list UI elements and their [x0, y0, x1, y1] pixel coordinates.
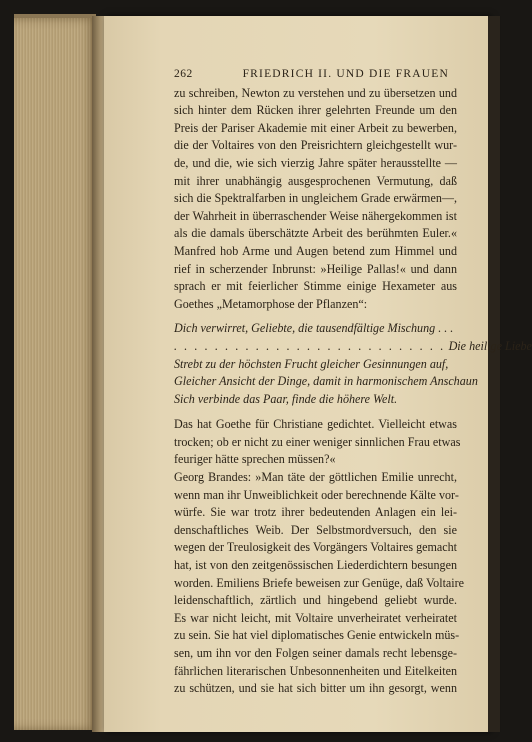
text-line: Das hat Goethe für Christiane gedichtet. Vielleicht etwas	[174, 417, 457, 432]
text-line: zu schützen, und sie hat sich bitter um ihn gesorgt, wenn	[174, 681, 457, 696]
text-line: denschaftliches Weib. Der Selbstmordversuch, den sie	[174, 522, 457, 537]
text-line: trocken; ob er nicht zu einer weniger sinnlichen Frau etwas	[174, 434, 461, 449]
text-line: Manfred hob Arme und Augen betend zum Himmel und	[174, 243, 457, 258]
poem-line: Gleicher Ansicht der Dinge, damit in harmonischem Anschaun	[174, 374, 478, 389]
text-line: die der Voltaires von den Preisrichtern gleichgestellt wur-	[174, 138, 457, 153]
text-line: feuriger hätte sprechen müssen?«	[174, 452, 336, 467]
poem-line: Sich verbinde das Paar, finde die höhere Welt.	[174, 391, 398, 406]
text-line: sen, um ihn vor den Folgen seiner damals recht lebensge-	[174, 646, 457, 660]
text-line: worden. Emiliens Briefe beweisen zur Genüge, daß Voltaire	[174, 575, 465, 590]
text-line: Es war nicht leicht, mit Voltaire unverheiratet verheiratet	[174, 610, 457, 625]
ellipsis-dots: . . . . . . . . . . . . . . . . . . . . . . . . . . .	[174, 338, 446, 353]
facing-page-edge	[488, 16, 500, 732]
text-line: fährlichen literarischen Unbesonnenheiten und Eitelkeiten	[174, 663, 457, 678]
page-text	[174, 66, 532, 698]
text-line: leidenschaftlich, zärtlich und hingebend geliebt wurde.	[174, 593, 457, 608]
text-line: hat, ist von den zeitgenössischen Liederdichtern besungen	[174, 558, 457, 573]
text-line: würfe. Sie war trotz ihrer bedeutenden Anlagen ein lei-	[174, 505, 457, 520]
text-line: Georg Brandes: »Man täte der göttlichen Emilie unrecht,	[174, 470, 457, 485]
poem-line-fragment: Die heilige Liebe	[448, 338, 532, 353]
running-header	[174, 66, 457, 84]
text-line: zu sein. Sie hat viel diplomatisches Genie entwickeln müs-	[174, 628, 460, 643]
text-line: als die damals überschätzte Arbeit des berühmten Euler.«	[174, 226, 457, 241]
text-line: wegen der Treulosigkeit des Vorgängers Voltaires gemacht	[174, 540, 458, 555]
text-line: wenn man ihr Unweiblichkeit oder berechnende Kälte vor-	[174, 487, 459, 502]
text-line: rief in scherzender Inbrunst: »Heilige Pallas!« und dann	[174, 261, 457, 276]
poem-line: Dich verwirret, Geliebte, die tausendfältige Mischung . . .	[174, 321, 454, 336]
running-title: FRIEDRICH II. UND DIE FRAUEN	[242, 68, 449, 80]
text-line: de, und die, wie sich vierzig Jahre später herausstellte —	[174, 155, 457, 170]
poem-line	[174, 338, 532, 356]
paragraph-1	[174, 85, 457, 314]
poem-line: Strebt zu der höchsten Frucht gleicher Gesinnungen auf,	[174, 356, 449, 371]
text-line: sprach er mit feierlicher Stimme einige Hexameter aus	[174, 279, 457, 294]
paragraph-2	[174, 416, 465, 698]
text-line: sich hinter dem Rücken ihrer gelehrten Freunde um den	[174, 103, 457, 118]
text-line: Preis der Pariser Akademie mit einer Arbeit zu bewerben,	[174, 120, 457, 135]
text-line: mit ihrer unabhängig ausgesprochenen Vermutung, daß	[174, 173, 457, 188]
book-page-edges	[14, 18, 96, 730]
text-line: sich die Spektralfarben in ungleichem Grade erwärmen—,	[174, 191, 457, 206]
poem-quote	[174, 320, 532, 408]
text-line: zu schreiben, Newton zu verstehen und zu übersetzen und	[174, 85, 457, 100]
page-number: 262	[174, 68, 193, 80]
text-line: der Wahrheit in überraschender Weise nähergekommen ist	[174, 208, 457, 223]
text-line: Goethes „Metamorphose der Pflanzen“:	[174, 296, 368, 311]
